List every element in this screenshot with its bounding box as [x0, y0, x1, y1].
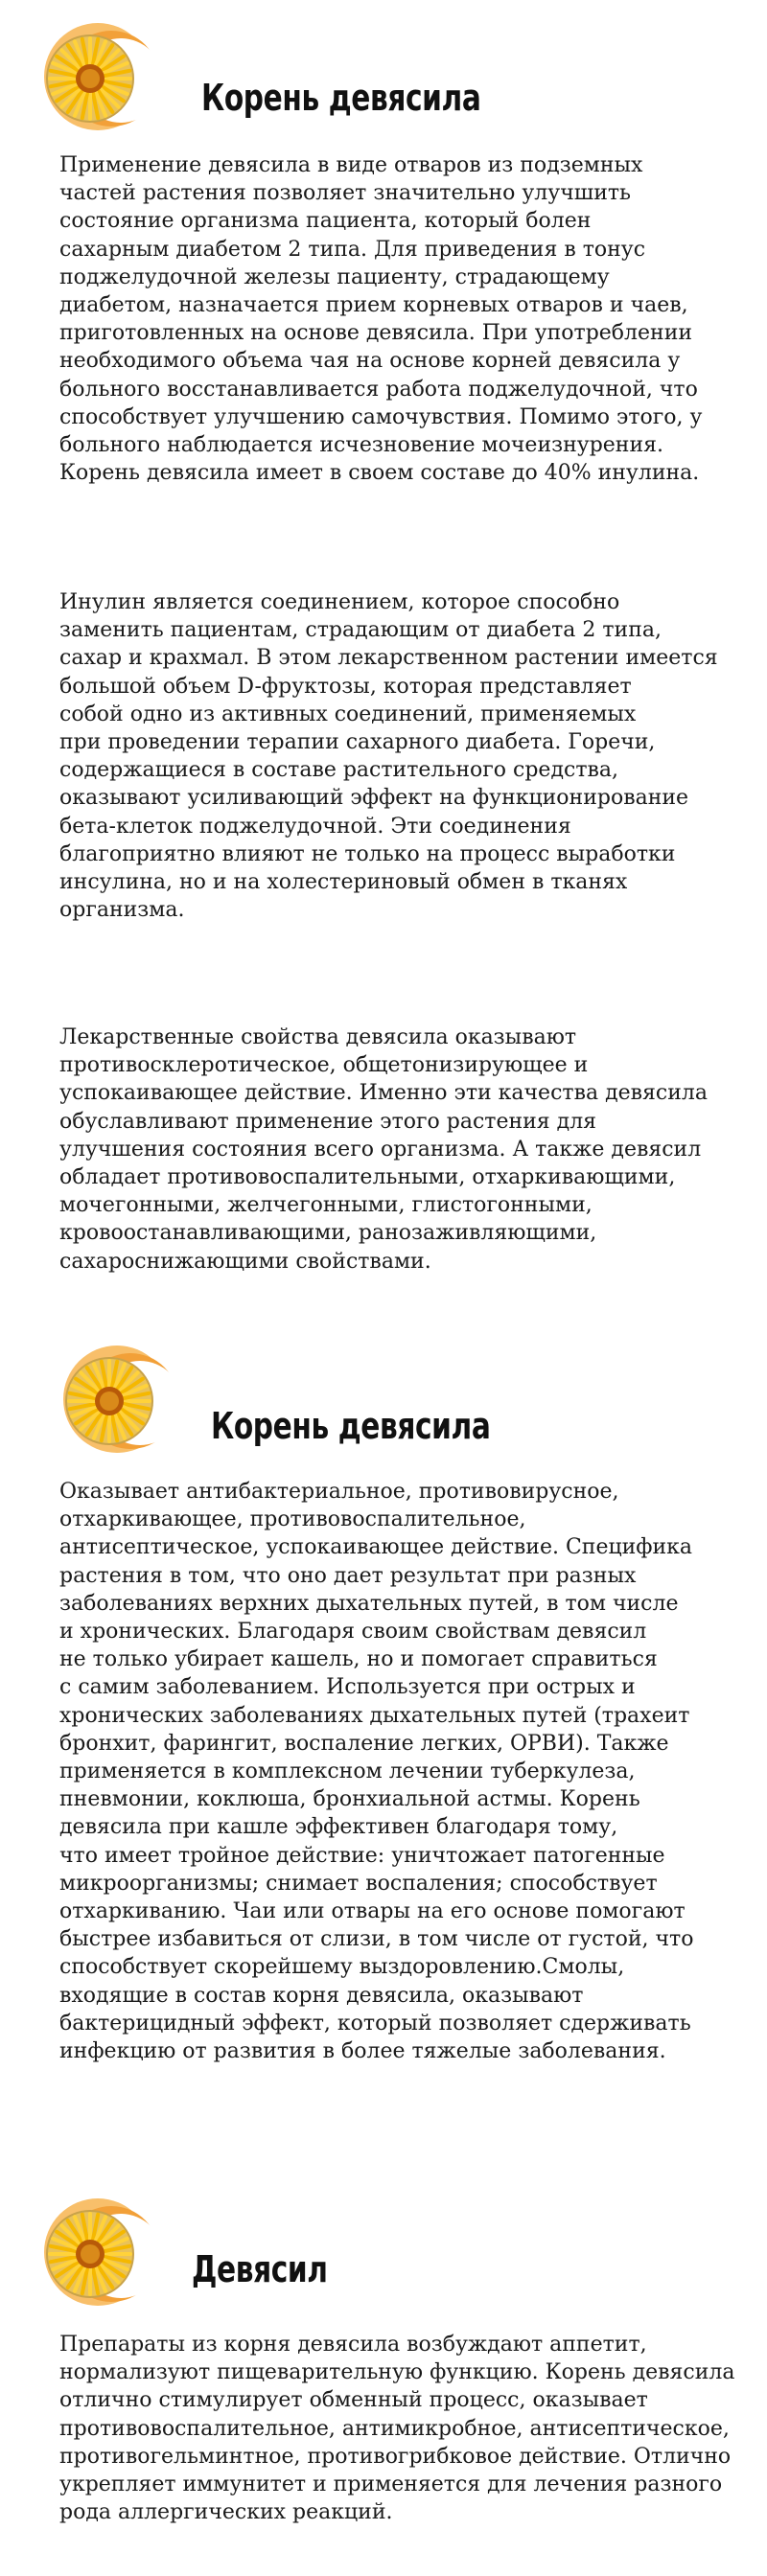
section-1-paragraph-2: Инулин является соединением, которое способно заменить пациентам, страдающим от диабета 2 типа, сахар и крахмал. В этом лекарственном растении имеется большой объем D-фруктозы, которая представляет собой одно из активных соединений, применяемых при проведении терапии сахарного диабета. Горечи, содержащиеся в составе растительного средства, оказывают усиливающий эффект на функционирование бета-клеток поджелудочной. Эти соединения благоприятно влияют не только на процесс выработки инсулина, но и на холестериновый обмен в тканях организма.	[59, 590, 718, 923]
section-2-paragraph-1: Оказывает антибактериальное, противовирусное, отхаркивающее, противовоспалительное, антисептическое, успокаивающее действие. Специфика растения в том, что оно дает результат при разных заболеваниях верхних дыхательных путей, в том числе и хронических. Благодаря своим свойствам девясил не только убирает кашель, но и помогает справиться с самим заболеванием. Используется при острых и хронических заболеваниях дыхательных путей (трахеит бронхит, фарингит, воспаление легких, ОРВИ). Также применяется в комплексном лечении туберкулеза, пневмонии, коклюша, бронхиальной астмы. Корень девясила при кашле эффективен благодаря тому, что имеет тройное действие: уничтожает патогенные микроорганизмы; снимает воспаления; способствует отхаркиванию. Чаи или отвары на его основе помогают быстрее избавиться от слизи, в том числе от густой, что способствует скорейшему выздоровлению.Смолы, входящие в состав корня девясила, оказывают бактерицидный эффект, который позволяет сдерживать инфекцию от развития в более тяжелые заболевания.	[59, 1480, 694, 2064]
section-3-title: Девясил	[192, 2248, 328, 2290]
section-1-paragraph-3: Лекарственные свойства девясила оказывают противосклеротическое, общетонизирующее и успокаивающее действие. Именно эти качества девясила обуславливают применение этого растения для улучшения состояния всего организма. А также девясил обладает противовоспалительными, отхаркивающими, мочегонными, желчегонными, глистогонными, кровоостанавливающими, ранозаживляющими, сахароснижающими свойствами.	[59, 1025, 708, 1274]
section-3-badge	[29, 2196, 211, 2312]
section-2-title: Корень девясила	[211, 1405, 491, 1447]
section-1-badge	[29, 21, 211, 136]
elecampane-flower-icon	[48, 1344, 230, 1459]
section-2-badge	[48, 1344, 230, 1459]
section-1-title: Корень девясила	[201, 77, 481, 119]
section-1-paragraph-1: Применение девясила в виде отваров из подземных частей растения позволяет значительно улучшить состояние организма пациента, который болен сахарным диабетом 2 типа. Для приведения в тонус поджелудочной железы пациенту, страдающему диабетом, назначается прием корневых отваров и чаев, приготовленных на основе девясила. При употреблении необходимого объема чая на основе корней девясила у больного восстанавливается работа поджелудочной, что способствует улучшению самочувствия. Помимо этого, у больного наблюдается исчезновение мочеизнурения. Корень девясила имеет в своем составе до 40% инулина.	[59, 153, 703, 486]
elecampane-flower-icon	[29, 21, 211, 136]
elecampane-flower-icon	[29, 2196, 211, 2312]
section-3-paragraph-1: Препараты из корня девясила возбуждают аппетит, нормализуют пищеварительную функцию. Корень девясила отлично стимулирует обменный процесс, оказывает противовоспалительное, антимикробное, антисептическое, противогельминтное, противогрибковое действие. Отлично укрепляет иммунитет и применяется для лечения разного рода аллергических реакций.	[59, 2333, 735, 2525]
